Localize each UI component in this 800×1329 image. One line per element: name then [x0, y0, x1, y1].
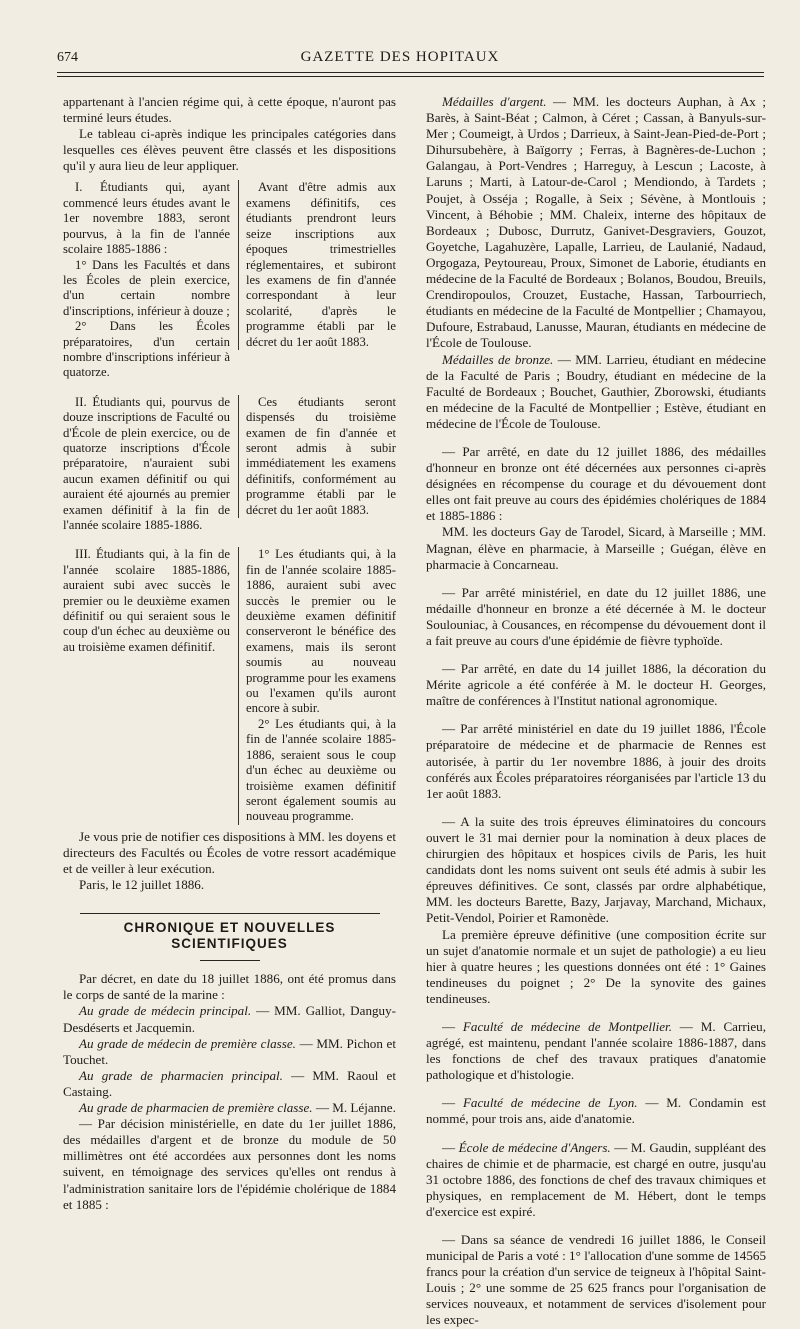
table-row-1: [63, 180, 396, 380]
category-1-a: 1° Dans les Facultés et dans les Écoles de plein exercice, d'un certain nombre d'inscriptions, inférieur à douze ;: [63, 257, 230, 318]
chronique-paragraph-4: Au grade de pharmacien principal. — MM. Raoul et Castaing.: [63, 1067, 396, 1099]
news-paragraph-9: — Faculté de médecine de Lyon. — M. Condamin est nommé, pour trois ans, aide d'anatomie.: [426, 1095, 766, 1127]
medal-label-bronze: Médailles de bronze.: [442, 351, 554, 367]
medal-paragraph-silver: Médailles d'argent. — MM. les docteurs Auphan, à Ax ; Barès, à Saint-Béat ; Calmon, à Céret ; Cassan, à Banyuls-sur-Mer ; Coumeigt, à Urdos ; Darrieux, à Saint-Jean-Pied-de-Port ; Dihursubehère, à Baïgorry ; Ferras, à Bagnères-de-Luchon ; Galangau, à Port-Vendres ; Harreguy, à Lescun ; Lacoste, à Laruns ; Marti, à Latour-de-Carol ; Mendiondo, à Tardets ; Poujet, à Osséja ; Rogalle, à Seix ; Sévène, à Montlouis ; Vincent, à Béhobie ; MM. Chaleix, interne des hôpitaux de Bordeaux ; Dubosc, Durrutz, Ganivet-Desgraviers, Gouzot, Goyetche, Lagahuzère, Lapalle, Larrieu, de Laulanié, Nadaud, Orgogaza, Peytoureau, Proux, Simonet de Laborie, étudiants en médecine de la Faculté de Bordeaux ; Bolanos, Boudou, Breuils, Crendiropoulos, Crouzet, Eustache, Hassan, Tarbourriech, étudiants en médecine de la Faculté de Montpellier ; Chamayou, Dufoure, Estrabaud, Lanusse, Mauran, étudiants en médecine de l'École de Toulouse.: [426, 94, 766, 351]
running-title: GAZETTE DES HOPITAUX: [300, 49, 500, 65]
chronique-paragraph-3: Au grade de médecin de première classe. — MM. Pichon et Touchet.: [63, 1035, 397, 1067]
closing-paragraph: Je vous prie de notifier ces dispositions à MM. les doyens et directeurs des Facultés ou Écoles de votre ressort académique et de veiller à leur exécution.: [63, 828, 396, 876]
category-1-b: 2° Dans les Écoles préparatoires, d'un certain nombre d'inscriptions inférieur à quatorze.: [63, 319, 230, 380]
chronique-paragraph-2: Au grade de médecin principal. — MM. Galliot, Danguy-Desdéserts et Jacquemin.: [63, 1003, 396, 1035]
medal-paragraph-bronze: Médailles de bronze. — MM. Larrieu, étudiant en médecine de la Faculté de Paris ; Boudry, étudiant en médecine de la Faculté de Bordeaux ; Bouchet, Gauthier, Zborowski, étudiants en médecine de la Faculté de Montpellier ; Estève, étudiant en médecine de l'École de Toulouse.: [426, 351, 766, 431]
left-column: [63, 94, 396, 1213]
chronique-paragraph-1: Par décret, en date du 18 juillet 1886, ont été promus dans le corps de santé de la marine :: [63, 971, 396, 1003]
section-divider-top: [80, 913, 380, 914]
category-2: II. Étudiants qui, pourvus de douze inscriptions de Faculté ou d'École de plein exercice, ou de quatorze inscriptions d'École préparatoire, n'auraient subi aucun examen définitif ou qui auraient été ajournés au premier examen définitif à la fin de l'année scolaire 1885-1886.: [63, 394, 230, 532]
category-cell-3: [63, 547, 230, 655]
chronique-paragraph-5: Au grade de pharmacien de première classe. — M. Léjanne.: [79, 1100, 396, 1116]
disposition-cell-3: [238, 547, 396, 824]
section-title: CHRONIQUE ET NOUVELLES SCIENTIFIQUES: [123, 920, 336, 952]
header-rule-top: [57, 72, 764, 73]
news-paragraph-6: — A la suite des trois épreuves éliminatoires du concours ouvert le 31 mai dernier pour la nomination à deux places de chirurgien des hôpitaux et hospices civils de Paris, les huit candidats dont les noms suivent ont seuls été admis à subir les épreuves définitives. Ce sont, classés par ordre alphabétique, MM. les docteurs Barette, Bazy, Jarjavay, Marchand, Michaux, Petit-Vendol, Poirier et Ramonède.: [426, 813, 766, 926]
intro-paragraph-1: appartenant à l'ancien régime qui, à cette époque, n'auront pas terminé leurs études.: [63, 94, 396, 126]
disposition-3-a: 1° Les étudiants qui, à la fin de l'année scolaire 1885-1886, auraient subi avec succès le premier ou le deuxième examen définitif conserveront le bénéfice des examens, mais ils seront soumis au nouveau programme pour les examens ou l'examen qu'ils auront encore à subir.: [246, 547, 396, 716]
faculty-label-montpellier: Faculté de médecine de Montpellier.: [462, 1018, 672, 1034]
news-paragraph-11: — Dans sa séance de vendredi 16 juillet 1886, le Conseil municipal de Paris a voté : 1° l'allocation d'une somme de 14565 francs pour la création d'un service de teigneux à l'hôpital Saint-Louis ; 2° une somme de 25 625 francs pour l'organisation de services nouveaux, et notamment de services d'isolement pour les expec-: [426, 1232, 766, 1328]
grade-label-2: Au grade de médecin de première classe.: [79, 1035, 296, 1051]
disposition-3-b: 2° Les étudiants qui, à la fin de l'année scolaire 1885-1886, seraient sous le coup d'un échec au deuxième ou troisième examen définitif seront également soumis au nouveau programme.: [246, 716, 396, 824]
section-divider-bottom: [200, 960, 260, 961]
date-line: Paris, le 12 juillet 1886.: [79, 877, 205, 892]
faculty-label-lyon: Faculté de médecine de Lyon.: [462, 1095, 638, 1111]
header-rule-bottom: [57, 76, 764, 77]
table-row-2: [63, 395, 396, 534]
news-paragraph-5: — Par arrêté ministériel en date du 19 juillet 1886, l'École préparatoire de médecine et de pharmacie de Rennes est autorisée, à partir du 1er novembre 1886, à jouir des droits conférés aux Écoles préparatoires réorganisées par l'article 13 du 1er août 1883.: [426, 721, 766, 801]
medal-label-silver: Médailles d'argent.: [442, 94, 547, 109]
intro-paragraph-2: Le tableau ci-après indique les principales catégories dans lesquelles ces élèves peuvent être classés et les dispositions qu'il y aura lieu de leur appliquer.: [63, 126, 396, 174]
grade-label-3: Au grade de pharmacien principal.: [79, 1067, 283, 1083]
category-1: I. Étudiants qui, ayant commencé leurs études avant le 1er novembre 1883, seront pourvus, à la fin de l'année scolaire 1885-1886 :: [63, 180, 230, 257]
news-paragraph-4: — Par arrêté, en date du 14 juillet 1886, la décoration du Mérite agricole a été conférée à M. le docteur H. Georges, maître de conférences à l'Institut national agronomique.: [426, 661, 766, 709]
table-row-3: [63, 547, 396, 824]
chronique-paragraph-6: — Par décision ministérielle, en date du 1er juillet 1886, des médailles d'argent et de bronze du module de 50 millimètres ont été accordées aux personnes dont les noms suivent, en témoignage des services qu'elles ont rendus à l'administration sanitaire lors de l'épidémie cholérique de 1884 et 1885 :: [63, 1116, 396, 1212]
page-number: 674: [57, 50, 78, 65]
news-paragraph-7: La première épreuve définitive (une composition écrite sur un sujet d'anatomie normale et un sujet de pathologie) a eu lieu hier à quatre heures ; les questions données ont été : 1° Gaines tendineuses du poignet ; 2° De la synovite des gaines tendineuses.: [426, 926, 766, 1006]
category-cell-1: [63, 180, 230, 380]
right-column: [426, 94, 766, 1329]
grade-label-4: Au grade de pharmacien de première classe.: [79, 1100, 313, 1116]
disposition-2: Ces étudiants seront dispensés du troisième examen de fin d'année et seront admis à subir immédiatement les examens définitifs, conformément au programme établi par le décret du 1er août 1883.: [246, 394, 396, 517]
news-paragraph-1: — Par arrêté, en date du 12 juillet 1886, des médailles d'honneur en bronze ont été décernées aux personnes ci-après désignées en récompense du courage et du dévouement dont elles ont fait preuve au cours des épidémies cholériques de 1884 et 1885-1886 :: [426, 443, 766, 524]
category-cell-2: [63, 395, 230, 534]
category-3: III. Étudiants qui, à la fin de l'année scolaire 1885-1886, auraient subi avec succès le premier ou le deuxième examen définitif ou qui seraient sous le coup d'un échec au deuxième ou au troisième examen définitif.: [63, 547, 230, 654]
disposition-cell-2: [238, 395, 396, 518]
disposition-1: Avant d'être admis aux examens définitifs, ces étudiants prendront leurs seize inscriptions aux époques trimestrielles réglementaires, et subiront les examens de fin d'année correspondant à leur scolarité, d'après le programme établi par le décret du 1er août 1883.: [246, 180, 396, 349]
news-paragraph-10: — École de médecine d'Angers. — M. Gaudin, suppléant des chaires de chimie et de pharmacie, est chargé en outre, jusqu'au 31 octobre 1886, des fonctions de chef des travaux chimiques et physiques, en remplacement de M. Hébert, dont le temps d'exercice est expiré.: [426, 1139, 766, 1219]
news-paragraph-3: — Par arrêté ministériel, en date du 12 juillet 1886, une médaille d'honneur en bronze a été décernée à M. le docteur Soulouniac, à Cousances, en récompense du dévouement dont il a fait preuve au cours d'une épidémie de fièvre typhoïde.: [426, 584, 766, 648]
news-paragraph-8: — Faculté de médecine de Montpellier. — M. Carrieu, agrégé, est maintenu, pendant l'année scolaire 1886-1887, dans les fonctions de chef des travaux pratiques d'anatomie pathologique et d'histologie.: [426, 1018, 766, 1083]
news-paragraph-2: MM. les docteurs Gay de Tarodel, Sicard, à Marseille ; MM. Magnan, élève en pharmacie, à Marseille ; Guégan, élève en pharmacie à Concarneau.: [426, 524, 766, 572]
school-label-angers: École de médecine d'Angers.: [458, 1139, 611, 1155]
disposition-cell-1: [238, 180, 396, 349]
grade-label-1: Au grade de médecin principal.: [79, 1003, 252, 1019]
